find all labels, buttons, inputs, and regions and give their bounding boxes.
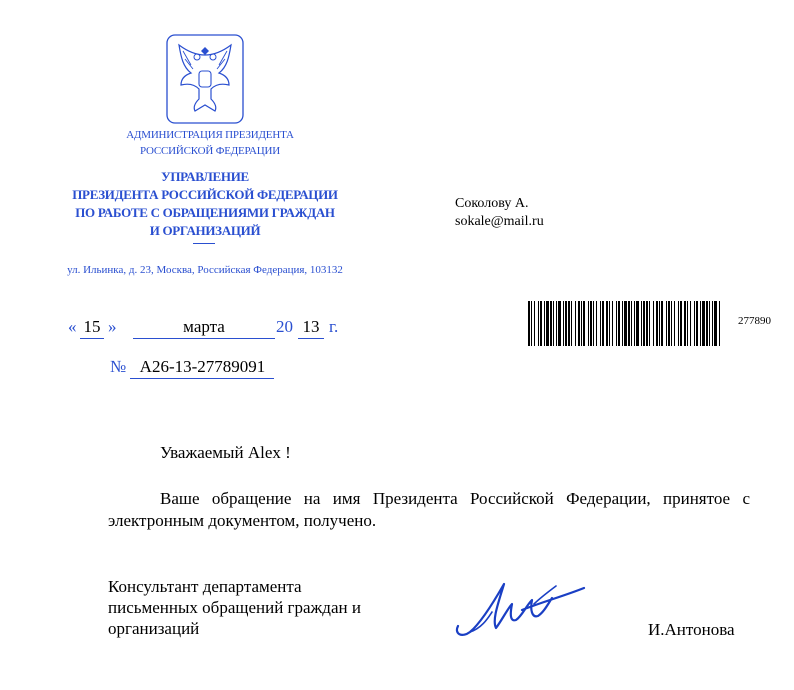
date-year-label: г. [329, 317, 339, 336]
signatory-name: И.Антонова [648, 620, 735, 639]
date-day: 15 [80, 316, 104, 339]
signatory-title [108, 576, 428, 639]
dept-title-line2: ПРЕЗИДЕНТА РОССИЙСКОЙ ФЕДЕРАЦИИ [72, 187, 338, 202]
barcode [528, 301, 721, 346]
dept-divider [193, 243, 215, 244]
date-year-suffix: 13 [298, 316, 324, 339]
recipient-name: Соколову А. [455, 196, 529, 211]
letterhead-address: ул. Ильинка, д. 23, Москва, Российская Федерация, 103132 [67, 264, 343, 276]
signatory-title-line3: организаций [108, 619, 200, 638]
coat-of-arms-icon [165, 33, 245, 125]
handwritten-signature [452, 574, 592, 644]
date-open-quote: « [68, 317, 77, 336]
date-year-prefix: 20 [276, 317, 293, 336]
date-month: марта [133, 316, 275, 339]
dept-title-line4: И ОРГАНИЗАЦИЙ [149, 223, 261, 238]
signatory-title-line1: Консультант департамента [108, 577, 302, 596]
letter-body: Ваше обращение на имя Президента Российской Федерации, принятое с электронным документом, получено. [108, 489, 750, 530]
admin-title-line1: АДМИНИСТРАЦИЯ ПРЕЗИДЕНТА [126, 129, 294, 141]
dept-title-line3: ПО РАБОТЕ С ОБРАЩЕНИЯМИ ГРАЖДАН [75, 205, 335, 220]
admin-title-line2: РОССИЙСКОЙ ФЕДЕРАЦИИ [139, 145, 281, 157]
reference-number-row [110, 356, 274, 378]
recipient-email: sokale@mail.ru [455, 214, 544, 229]
letter-greeting: Уважаемый Alex ! [160, 443, 291, 462]
reference-number: А26-13-27789091 [130, 356, 274, 379]
barcode-number: 277890 [738, 315, 771, 327]
number-sign: № [110, 357, 127, 376]
date-close-quote: » [108, 317, 117, 336]
dept-title-line1: УПРАВЛЕНИЕ [161, 169, 249, 184]
signatory-title-line2: письменных обращений граждан и [108, 598, 361, 617]
